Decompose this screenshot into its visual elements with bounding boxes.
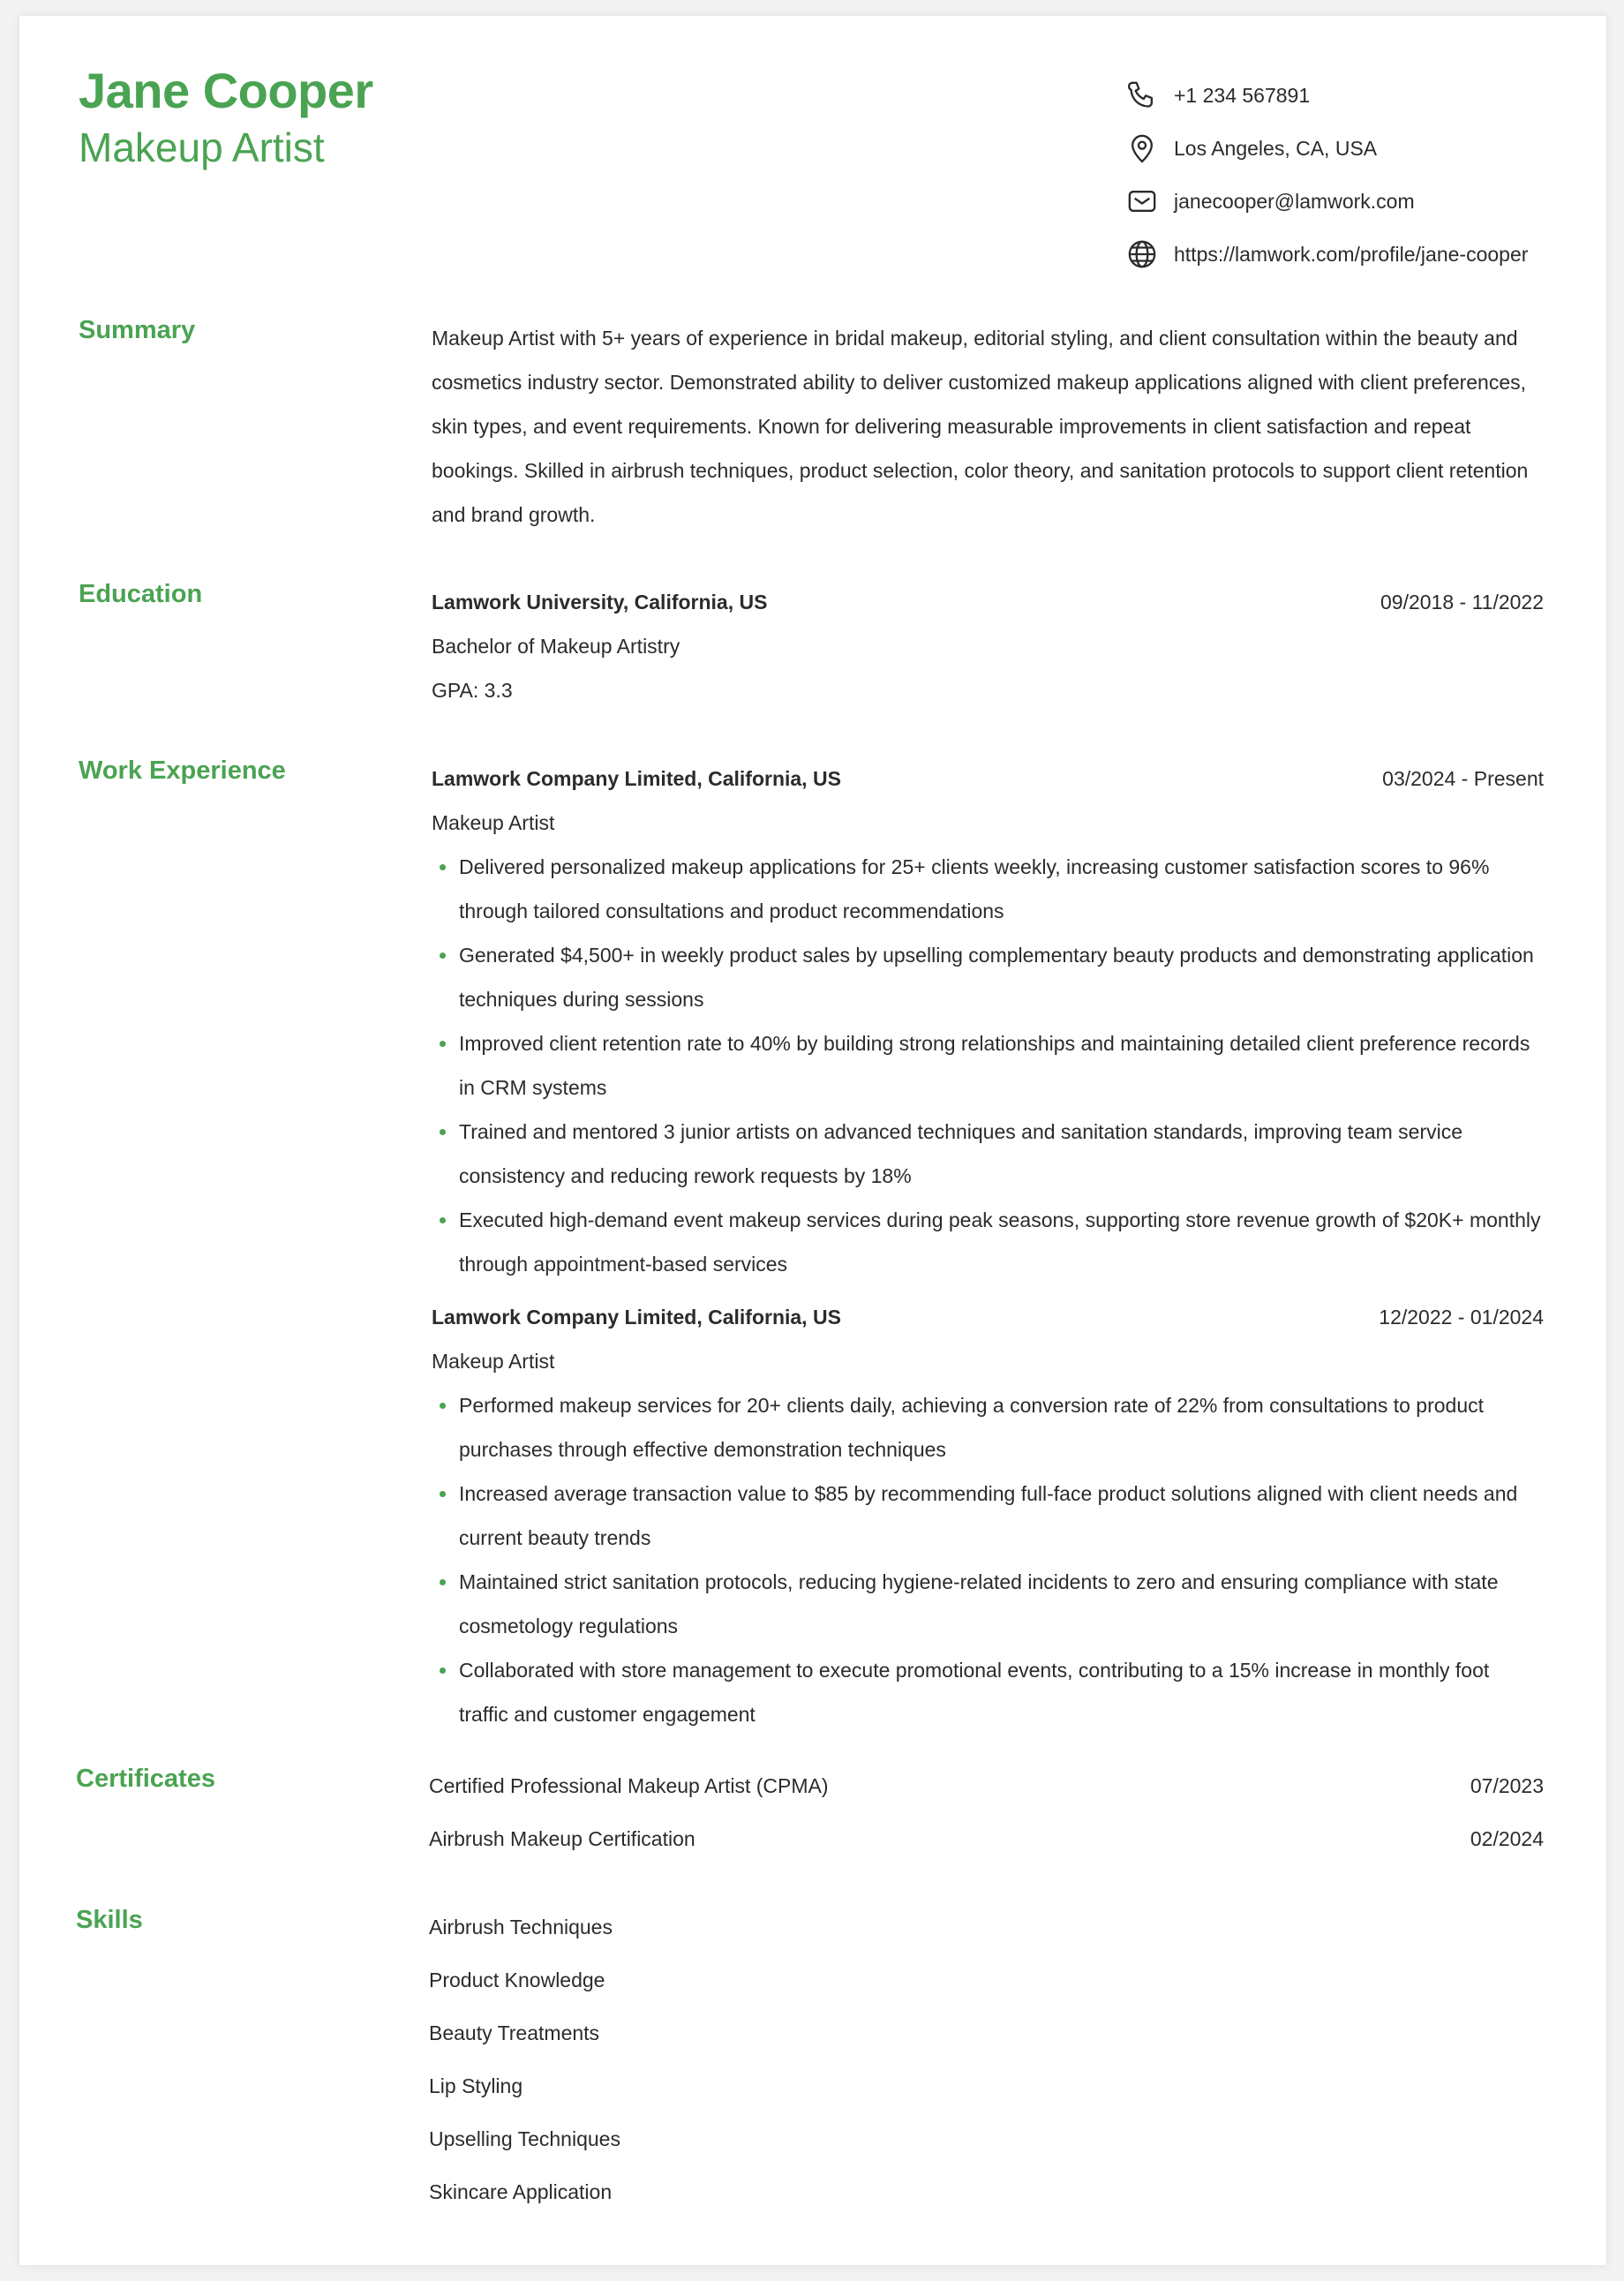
education-section (432, 580, 1544, 712)
job-bullet: Increased average transaction value to $85 by recommending full-face product solutions aligned with client needs and current beauty trends (459, 1472, 1544, 1560)
job-role: Makeup Artist (432, 811, 555, 834)
job-bullets (432, 845, 1544, 1286)
skill-item: Skincare Application (429, 2180, 613, 2203)
skill-item: Beauty Treatments (429, 2021, 600, 2044)
job-dates: 12/2022 - 01/2024 (1379, 1306, 1544, 1329)
skill-item: Upselling Techniques (429, 2127, 620, 2150)
skill-item: Airbrush Techniques (429, 1916, 613, 1938)
summary-section (432, 316, 1544, 537)
education-school: Lamwork University, California, US (432, 591, 768, 614)
candidate-name: Jane Cooper (79, 63, 373, 118)
phone-icon (1124, 78, 1160, 113)
skill-item: Product Knowledge (429, 1969, 605, 1991)
certificate-date: 07/2023 (1470, 1774, 1544, 1797)
job-bullet: Delivered personalized makeup applications for 25+ clients weekly, increasing customer satisfaction scores to 96% through tailored consultations and product recommendations (459, 845, 1544, 933)
education-gpa: GPA: 3.3 (432, 679, 513, 702)
certificates-heading: Certificates (76, 1765, 215, 1793)
experience-section (432, 757, 1544, 1736)
education-dates: 09/2018 - 11/2022 (1380, 591, 1544, 614)
skills-section (429, 1901, 1541, 2218)
job-role: Makeup Artist (432, 1350, 555, 1373)
contact-email-text[interactable]: janecooper@lamwork.com (1174, 189, 1415, 213)
job-bullet: Collaborated with store management to execute promotional events, contributing to a 15% increase in monthly foot traffic and customer engagement (459, 1648, 1544, 1736)
contact-phone-text: +1 234 567891 (1174, 83, 1311, 107)
location-pin-icon (1124, 131, 1160, 166)
contact-location (1124, 122, 1583, 175)
job-bullet: Trained and mentored 3 junior artists on advanced techniques and sanitation standards, improving team service consistency and reducing rework requests by 18% (459, 1110, 1544, 1198)
job-entry (432, 757, 1544, 1286)
certificate-item (429, 1812, 1544, 1865)
summary-heading: Summary (79, 316, 196, 344)
contact-location-text: Los Angeles, CA, USA (1174, 136, 1378, 160)
job-dates: 03/2024 - Present (1382, 767, 1544, 790)
job-bullet: Maintained strict sanitation protocols, reducing hygiene-related incidents to zero and ensuring compliance with state cosmetology regulations (459, 1560, 1544, 1648)
skill-item: Lip Styling (429, 2074, 523, 2097)
job-company: Lamwork Company Limited, California, US (432, 767, 841, 790)
contact-website-link[interactable]: https://lamwork.com/profile/jane-cooper (1174, 242, 1529, 266)
contact-phone (1124, 69, 1583, 122)
education-degree: Bachelor of Makeup Artistry (432, 635, 680, 658)
mail-icon (1124, 184, 1160, 219)
job-bullet: Executed high-demand event makeup services during peak seasons, supporting store revenue growth of $20K+ monthly through appointment-based services (459, 1198, 1544, 1286)
contact-website[interactable] (1124, 228, 1583, 281)
contact-email[interactable] (1124, 175, 1583, 228)
job-bullet: Improved client retention rate to 40% by building strong relationships and maintaining detailed client preference records in CRM systems (459, 1021, 1544, 1110)
certificate-name: Certified Professional Makeup Artist (CPMA) (429, 1774, 829, 1797)
job-company: Lamwork Company Limited, California, US (432, 1306, 841, 1329)
certificate-name: Airbrush Makeup Certification (429, 1827, 695, 1850)
job-bullets (432, 1383, 1544, 1736)
experience-heading: Work Experience (79, 757, 286, 785)
summary-text: Makeup Artist with 5+ years of experience in bridal makeup, editorial styling, and client consultation within the beauty and cosmetics industry sector. Demonstrated ability to deliver customized makeup applications aligned with client preferences, skin types, and event requirements. Known for delivering measurable improvements in client satisfaction and repeat bookings. Skilled in airbrush techniques, product selection, color theory, and sanitation protocols to support client retention and brand growth. (432, 327, 1529, 526)
certificates-section (429, 1759, 1544, 1865)
candidate-title: Makeup Artist (79, 124, 325, 170)
job-entry (432, 1295, 1544, 1736)
certificate-date: 02/2024 (1470, 1827, 1544, 1850)
job-bullet: Performed makeup services for 20+ clients daily, achieving a conversion rate of 22% from consultations to product purchases through effective demonstration techniques (459, 1383, 1544, 1472)
skills-heading: Skills (76, 1906, 143, 1934)
contact-block (1124, 69, 1583, 281)
education-heading: Education (79, 580, 203, 608)
globe-icon (1124, 237, 1160, 272)
certificate-item (429, 1759, 1544, 1812)
job-bullet: Generated $4,500+ in weekly product sales by upselling complementary beauty products and demonstrating application techniques during sessions (459, 933, 1544, 1021)
resume-page (19, 16, 1606, 2265)
